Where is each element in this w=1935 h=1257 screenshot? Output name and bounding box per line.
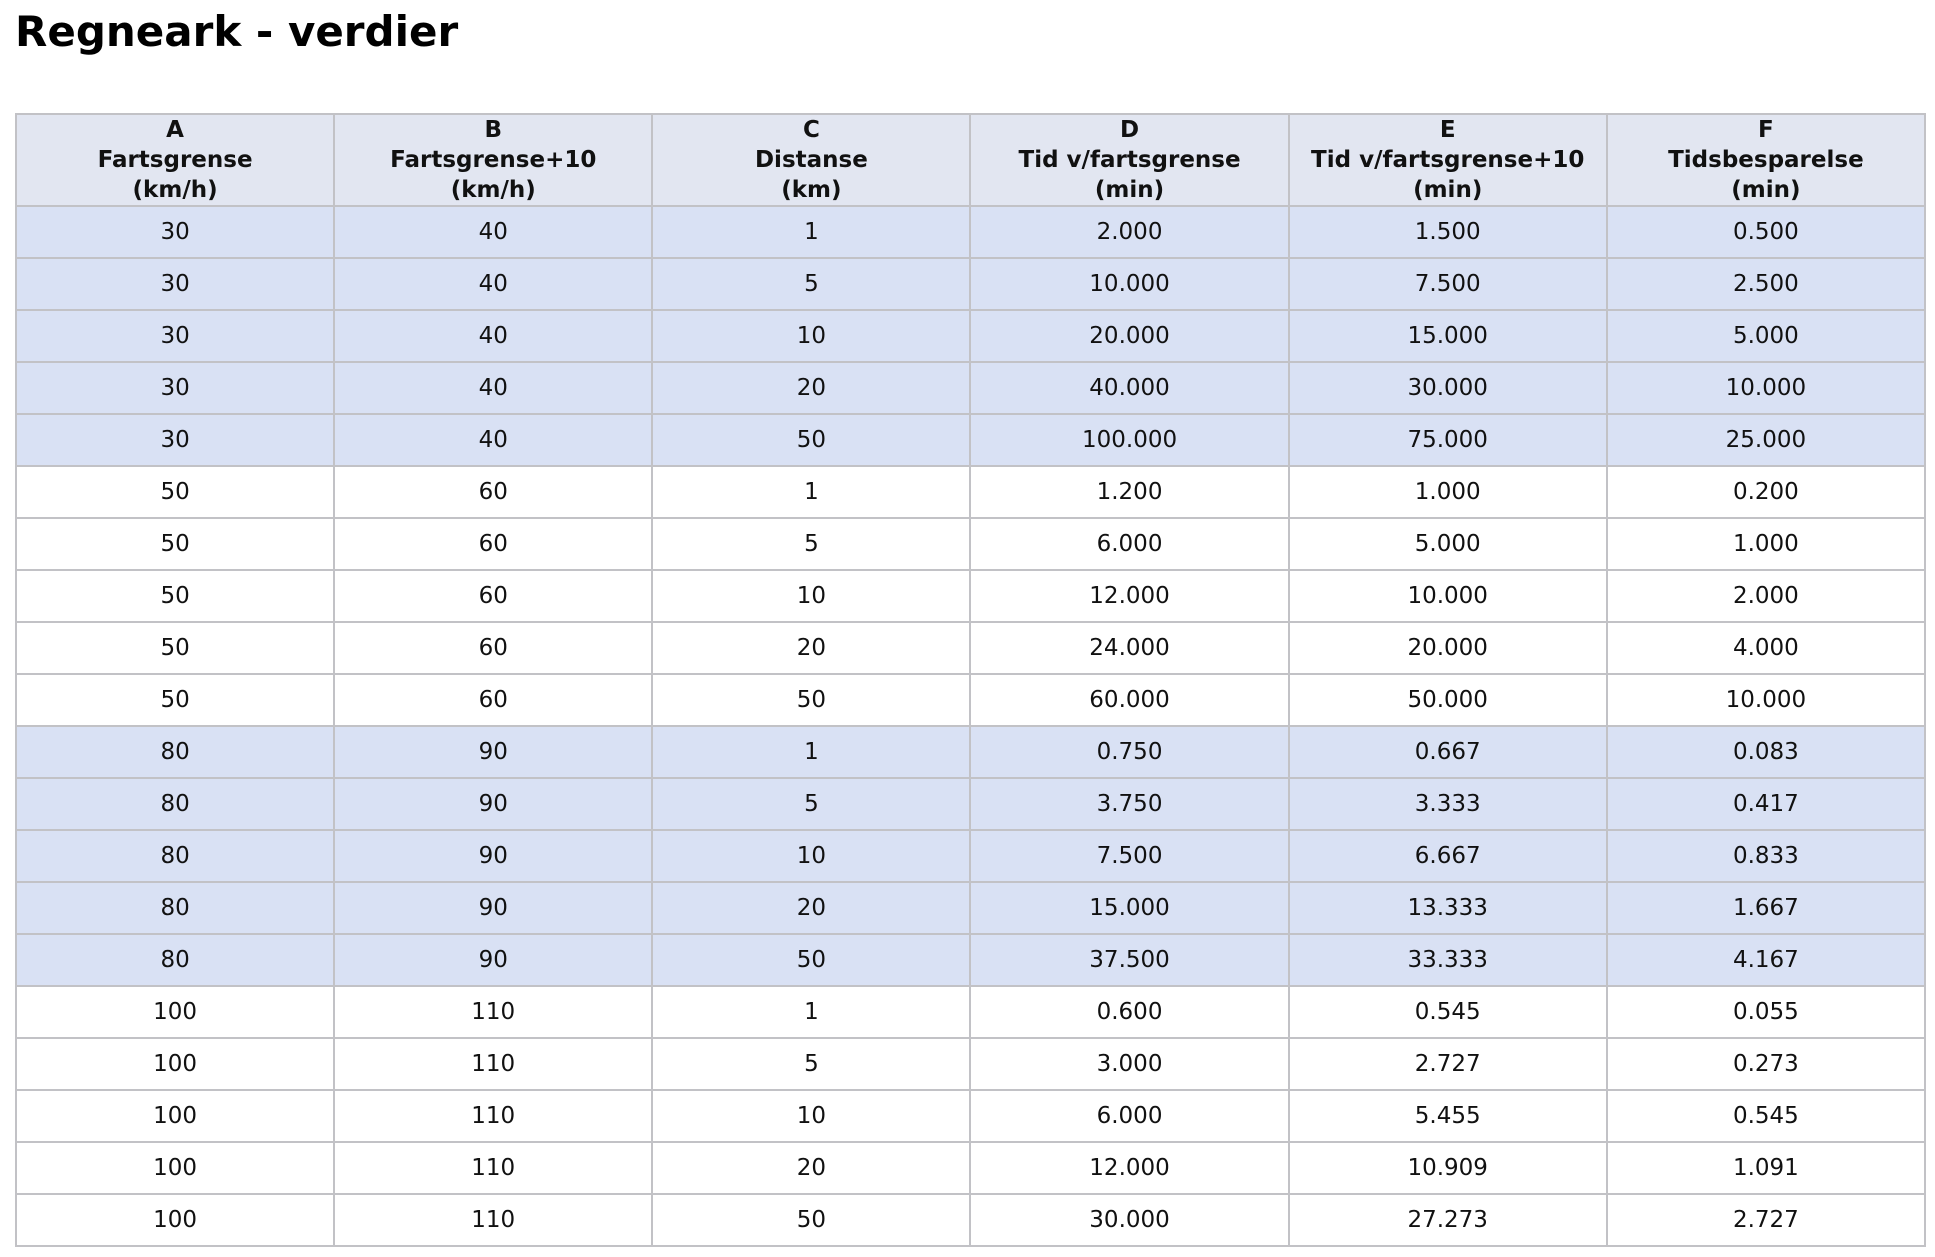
cell-a: 100 bbox=[16, 1194, 334, 1246]
cell-e: 1.000 bbox=[1289, 466, 1607, 518]
table-row bbox=[16, 778, 1925, 830]
table-row bbox=[16, 1038, 1925, 1090]
cell-e: 27.273 bbox=[1289, 1194, 1607, 1246]
cell-f: 1.091 bbox=[1607, 1142, 1925, 1194]
cell-b: 40 bbox=[334, 258, 652, 310]
cell-a: 30 bbox=[16, 310, 334, 362]
cell-c: 5 bbox=[652, 518, 970, 570]
table-row bbox=[16, 206, 1925, 258]
cell-b: 60 bbox=[334, 518, 652, 570]
cell-f: 0.055 bbox=[1607, 986, 1925, 1038]
cell-c: 50 bbox=[652, 1194, 970, 1246]
column-unit: (km) bbox=[781, 177, 842, 203]
cell-d: 3.000 bbox=[970, 1038, 1288, 1090]
cell-b: 60 bbox=[334, 622, 652, 674]
column-name: Tid v/fartsgrense bbox=[1018, 147, 1241, 173]
cell-e: 75.000 bbox=[1289, 414, 1607, 466]
cell-d: 0.750 bbox=[970, 726, 1288, 778]
table-row bbox=[16, 674, 1925, 726]
cell-e: 6.667 bbox=[1289, 830, 1607, 882]
cell-b: 90 bbox=[334, 934, 652, 986]
cell-b: 40 bbox=[334, 310, 652, 362]
table-row bbox=[16, 726, 1925, 778]
cell-c: 20 bbox=[652, 1142, 970, 1194]
column-name: Distanse bbox=[754, 147, 868, 173]
table-row bbox=[16, 934, 1925, 986]
table-row bbox=[16, 622, 1925, 674]
cell-c: 1 bbox=[652, 986, 970, 1038]
cell-c: 5 bbox=[652, 778, 970, 830]
cell-e: 20.000 bbox=[1289, 622, 1607, 674]
column-letter: E bbox=[1439, 117, 1456, 143]
column-letter: D bbox=[1120, 117, 1140, 143]
cell-c: 10 bbox=[652, 570, 970, 622]
column-name: Tid v/fartsgrense+10 bbox=[1311, 147, 1585, 173]
cell-d: 20.000 bbox=[970, 310, 1288, 362]
cell-f: 2.727 bbox=[1607, 1194, 1925, 1246]
table-body bbox=[16, 206, 1925, 1246]
cell-f: 4.000 bbox=[1607, 622, 1925, 674]
cell-f: 1.000 bbox=[1607, 518, 1925, 570]
cell-e: 2.727 bbox=[1289, 1038, 1607, 1090]
column-letter: B bbox=[484, 117, 502, 143]
cell-c: 5 bbox=[652, 1038, 970, 1090]
cell-d: 37.500 bbox=[970, 934, 1288, 986]
table-row bbox=[16, 310, 1925, 362]
cell-b: 110 bbox=[334, 986, 652, 1038]
column-unit: (min) bbox=[1094, 177, 1165, 203]
cell-c: 10 bbox=[652, 1090, 970, 1142]
cell-d: 60.000 bbox=[970, 674, 1288, 726]
cell-a: 30 bbox=[16, 206, 334, 258]
cell-d: 10.000 bbox=[970, 258, 1288, 310]
cell-f: 0.833 bbox=[1607, 830, 1925, 882]
cell-b: 40 bbox=[334, 206, 652, 258]
cell-c: 10 bbox=[652, 830, 970, 882]
cell-d: 1.200 bbox=[970, 466, 1288, 518]
cell-a: 80 bbox=[16, 882, 334, 934]
cell-f: 0.545 bbox=[1607, 1090, 1925, 1142]
cell-c: 1 bbox=[652, 726, 970, 778]
cell-d: 6.000 bbox=[970, 518, 1288, 570]
cell-e: 30.000 bbox=[1289, 362, 1607, 414]
cell-e: 1.500 bbox=[1289, 206, 1607, 258]
cell-f: 0.083 bbox=[1607, 726, 1925, 778]
cell-c: 50 bbox=[652, 934, 970, 986]
page-title: Regneark - verdier bbox=[15, 7, 459, 56]
cell-d: 6.000 bbox=[970, 1090, 1288, 1142]
cell-c: 50 bbox=[652, 674, 970, 726]
cell-f: 0.417 bbox=[1607, 778, 1925, 830]
column-header-c bbox=[652, 114, 970, 206]
header-row bbox=[16, 114, 1925, 206]
cell-c: 20 bbox=[652, 882, 970, 934]
cell-b: 60 bbox=[334, 674, 652, 726]
cell-e: 3.333 bbox=[1289, 778, 1607, 830]
column-unit: (min) bbox=[1413, 177, 1483, 203]
cell-e: 33.333 bbox=[1289, 934, 1607, 986]
table-row bbox=[16, 1194, 1925, 1246]
cell-a: 30 bbox=[16, 362, 334, 414]
cell-e: 5.000 bbox=[1289, 518, 1607, 570]
cell-f: 0.200 bbox=[1607, 466, 1925, 518]
cell-c: 50 bbox=[652, 414, 970, 466]
cell-c: 5 bbox=[652, 258, 970, 310]
cell-e: 10.000 bbox=[1289, 570, 1607, 622]
table-row bbox=[16, 1142, 1925, 1194]
cell-d: 12.000 bbox=[970, 1142, 1288, 1194]
table-header bbox=[16, 114, 1925, 206]
cell-f: 1.667 bbox=[1607, 882, 1925, 934]
cell-b: 110 bbox=[334, 1038, 652, 1090]
column-header-e bbox=[1289, 114, 1607, 206]
table-row bbox=[16, 518, 1925, 570]
table-row bbox=[16, 882, 1925, 934]
cell-a: 50 bbox=[16, 466, 334, 518]
table-row bbox=[16, 1090, 1925, 1142]
cell-d: 7.500 bbox=[970, 830, 1288, 882]
table-row bbox=[16, 414, 1925, 466]
column-header-f bbox=[1607, 114, 1925, 206]
cell-a: 100 bbox=[16, 1038, 334, 1090]
cell-a: 80 bbox=[16, 778, 334, 830]
cell-a: 80 bbox=[16, 934, 334, 986]
column-header-b bbox=[334, 114, 652, 206]
cell-a: 30 bbox=[16, 414, 334, 466]
cell-c: 1 bbox=[652, 206, 970, 258]
cell-e: 0.545 bbox=[1289, 986, 1607, 1038]
column-name: Fartsgrense bbox=[97, 147, 253, 173]
cell-b: 90 bbox=[334, 726, 652, 778]
cell-e: 13.333 bbox=[1289, 882, 1607, 934]
cell-c: 20 bbox=[652, 622, 970, 674]
cell-c: 10 bbox=[652, 310, 970, 362]
cell-b: 110 bbox=[334, 1090, 652, 1142]
cell-c: 1 bbox=[652, 466, 970, 518]
cell-d: 3.750 bbox=[970, 778, 1288, 830]
cell-f: 4.167 bbox=[1607, 934, 1925, 986]
cell-d: 100.000 bbox=[970, 414, 1288, 466]
cell-a: 50 bbox=[16, 622, 334, 674]
column-unit: (km/h) bbox=[132, 177, 218, 203]
cell-d: 40.000 bbox=[970, 362, 1288, 414]
cell-a: 80 bbox=[16, 726, 334, 778]
cell-d: 30.000 bbox=[970, 1194, 1288, 1246]
cell-e: 10.909 bbox=[1289, 1142, 1607, 1194]
cell-a: 30 bbox=[16, 258, 334, 310]
cell-e: 7.500 bbox=[1289, 258, 1607, 310]
table-row bbox=[16, 466, 1925, 518]
column-unit: (km/h) bbox=[450, 177, 536, 203]
table-row bbox=[16, 258, 1925, 310]
cell-e: 5.455 bbox=[1289, 1090, 1607, 1142]
cell-f: 0.273 bbox=[1607, 1038, 1925, 1090]
cell-f: 2.000 bbox=[1607, 570, 1925, 622]
table-row bbox=[16, 570, 1925, 622]
cell-b: 40 bbox=[334, 362, 652, 414]
column-name: Fartsgrense+10 bbox=[390, 147, 597, 173]
cell-a: 50 bbox=[16, 674, 334, 726]
cell-d: 24.000 bbox=[970, 622, 1288, 674]
values-table bbox=[15, 113, 1926, 1247]
cell-f: 5.000 bbox=[1607, 310, 1925, 362]
cell-e: 0.667 bbox=[1289, 726, 1607, 778]
cell-d: 2.000 bbox=[970, 206, 1288, 258]
cell-e: 50.000 bbox=[1289, 674, 1607, 726]
cell-b: 90 bbox=[334, 778, 652, 830]
cell-f: 25.000 bbox=[1607, 414, 1925, 466]
column-letter: C bbox=[802, 117, 820, 143]
cell-d: 12.000 bbox=[970, 570, 1288, 622]
cell-a: 80 bbox=[16, 830, 334, 882]
cell-a: 100 bbox=[16, 986, 334, 1038]
cell-a: 100 bbox=[16, 1142, 334, 1194]
cell-b: 110 bbox=[334, 1142, 652, 1194]
cell-f: 0.500 bbox=[1607, 206, 1925, 258]
cell-b: 110 bbox=[334, 1194, 652, 1246]
cell-b: 60 bbox=[334, 570, 652, 622]
column-letter: A bbox=[166, 117, 184, 143]
column-letter: F bbox=[1758, 117, 1774, 143]
cell-b: 60 bbox=[334, 466, 652, 518]
cell-b: 40 bbox=[334, 414, 652, 466]
table-row bbox=[16, 986, 1925, 1038]
cell-f: 10.000 bbox=[1607, 674, 1925, 726]
column-header-d bbox=[970, 114, 1288, 206]
column-header-a bbox=[16, 114, 334, 206]
cell-a: 50 bbox=[16, 570, 334, 622]
table-row bbox=[16, 362, 1925, 414]
cell-e: 15.000 bbox=[1289, 310, 1607, 362]
table-row bbox=[16, 830, 1925, 882]
cell-d: 0.600 bbox=[970, 986, 1288, 1038]
cell-a: 100 bbox=[16, 1090, 334, 1142]
cell-b: 90 bbox=[334, 882, 652, 934]
cell-b: 90 bbox=[334, 830, 652, 882]
cell-a: 50 bbox=[16, 518, 334, 570]
cell-f: 10.000 bbox=[1607, 362, 1925, 414]
column-name: Tidsbesparelse bbox=[1668, 147, 1864, 173]
cell-d: 15.000 bbox=[970, 882, 1288, 934]
cell-c: 20 bbox=[652, 362, 970, 414]
cell-f: 2.500 bbox=[1607, 258, 1925, 310]
column-unit: (min) bbox=[1731, 177, 1801, 203]
